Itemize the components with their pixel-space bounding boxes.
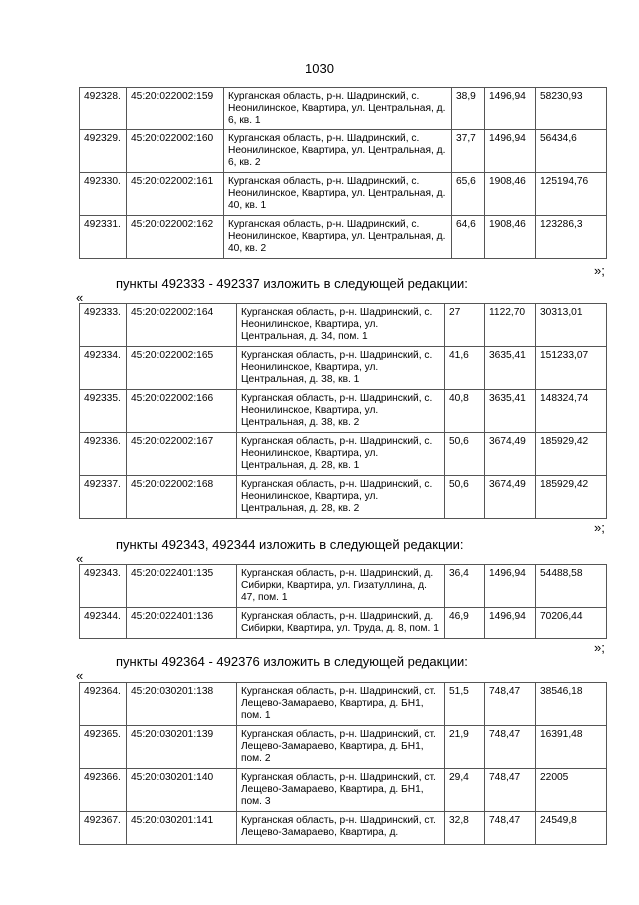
section-heading: пункты 492364 - 492376 изложить в следующей редакции: xyxy=(116,654,468,669)
address: Курганская область, р-н. Шадринский, д. Сибирки, Квартира, ул. Труда, д. 8, пом. 1 xyxy=(237,608,445,639)
row-number: 492367. xyxy=(80,812,127,845)
unit-price: 1496,94 xyxy=(485,608,536,639)
table-row xyxy=(80,433,607,476)
registry-table-1 xyxy=(79,87,607,259)
cadastral-value: 148324,74 xyxy=(536,390,607,433)
area: 50,6 xyxy=(445,476,485,519)
cadastral-number: 45:20:030201:138 xyxy=(127,683,237,726)
cadastral-number: 45:20:022002:161 xyxy=(127,173,224,216)
unit-price: 1122,70 xyxy=(485,304,536,347)
cadastral-number: 45:20:022002:164 xyxy=(127,304,237,347)
cadastral-number: 45:20:022002:159 xyxy=(127,88,224,130)
unit-price: 748,47 xyxy=(485,812,536,845)
cadastral-number: 45:20:022401:136 xyxy=(127,608,237,639)
table-row xyxy=(80,476,607,519)
unit-price: 3674,49 xyxy=(485,476,536,519)
row-number: 492333. xyxy=(80,304,127,347)
row-number: 492335. xyxy=(80,390,127,433)
table-row xyxy=(80,347,607,390)
area: 41,6 xyxy=(445,347,485,390)
page-number: 1030 xyxy=(305,61,334,76)
area: 50,6 xyxy=(445,433,485,476)
unit-price: 748,47 xyxy=(485,726,536,769)
address: Курганская область, р-н. Шадринский, ст. Лещево-Замараево, Квартира, д. БН1, пом. 3 xyxy=(237,769,445,812)
area: 21,9 xyxy=(445,726,485,769)
table-row xyxy=(80,216,607,259)
table-row xyxy=(80,726,607,769)
unit-price: 1908,46 xyxy=(485,216,536,259)
cadastral-value: 58230,93 xyxy=(536,88,607,130)
unit-price: 1496,94 xyxy=(485,88,536,130)
area: 36,4 xyxy=(445,565,485,608)
cadastral-number: 45:20:030201:140 xyxy=(127,769,237,812)
cadastral-number: 45:20:022002:166 xyxy=(127,390,237,433)
row-number: 492336. xyxy=(80,433,127,476)
table-row xyxy=(80,769,607,812)
section-heading: пункты 492333 - 492337 изложить в следующей редакции: xyxy=(116,276,468,291)
cadastral-number: 45:20:030201:141 xyxy=(127,812,237,845)
area: 65,6 xyxy=(452,173,485,216)
table-row xyxy=(80,608,607,639)
cadastral-value: 38546,18 xyxy=(536,683,607,726)
cadastral-value: 70206,44 xyxy=(536,608,607,639)
table-row xyxy=(80,565,607,608)
address: Курганская область, р-н. Шадринский, с. Неонилинское, Квартира, ул. Центральная, д. 6, кв. 2 xyxy=(224,130,452,173)
area: 46,9 xyxy=(445,608,485,639)
opening-quote: « xyxy=(76,290,84,305)
address: Курганская область, р-н. Шадринский, с. Неонилинское, Квартира, ул. Центральная, д. 28, кв. 1 xyxy=(237,433,445,476)
registry-table-2 xyxy=(79,303,607,519)
area: 32,8 xyxy=(445,812,485,845)
area: 27 xyxy=(445,304,485,347)
table-row xyxy=(80,812,607,845)
row-number: 492331. xyxy=(80,216,127,259)
cadastral-number: 45:20:022002:160 xyxy=(127,130,224,173)
row-number: 492330. xyxy=(80,173,127,216)
unit-price: 748,47 xyxy=(485,769,536,812)
table-row xyxy=(80,130,607,173)
opening-quote: « xyxy=(76,668,84,683)
unit-price: 3674,49 xyxy=(485,433,536,476)
table-row xyxy=(80,390,607,433)
row-number: 492366. xyxy=(80,769,127,812)
table-row xyxy=(80,683,607,726)
closing-quote: »; xyxy=(594,520,605,535)
row-number: 492344. xyxy=(80,608,127,639)
cadastral-number: 45:20:030201:139 xyxy=(127,726,237,769)
area: 29,4 xyxy=(445,769,485,812)
cadastral-number: 45:20:022002:165 xyxy=(127,347,237,390)
cadastral-number: 45:20:022002:162 xyxy=(127,216,224,259)
address: Курганская область, р-н. Шадринский, с. Неонилинское, Квартира, ул. Центральная, д. 40, кв. 2 xyxy=(224,216,452,259)
unit-price: 748,47 xyxy=(485,683,536,726)
unit-price: 1908,46 xyxy=(485,173,536,216)
row-number: 492343. xyxy=(80,565,127,608)
cadastral-value: 185929,42 xyxy=(536,476,607,519)
unit-price: 3635,41 xyxy=(485,390,536,433)
opening-quote: « xyxy=(76,551,84,566)
closing-quote: »; xyxy=(594,640,605,655)
cadastral-value: 54488,58 xyxy=(536,565,607,608)
address: Курганская область, р-н. Шадринский, ст. Лещево-Замараево, Квартира, д. xyxy=(237,812,445,845)
address: Курганская область, р-н. Шадринский, с. Неонилинское, Квартира, ул. Центральная, д. 38, кв. 1 xyxy=(237,347,445,390)
table-row xyxy=(80,88,607,130)
unit-price: 1496,94 xyxy=(485,130,536,173)
area: 40,8 xyxy=(445,390,485,433)
row-number: 492337. xyxy=(80,476,127,519)
row-number: 492334. xyxy=(80,347,127,390)
registry-table-3 xyxy=(79,564,607,639)
address: Курганская область, р-н. Шадринский, ст. Лещево-Замараево, Квартира, д. БН1, пом. 1 xyxy=(237,683,445,726)
cadastral-value: 151233,07 xyxy=(536,347,607,390)
area: 51,5 xyxy=(445,683,485,726)
row-number: 492328. xyxy=(80,88,127,130)
address: Курганская область, р-н. Шадринский, ст. Лещево-Замараево, Квартира, д. БН1, пом. 2 xyxy=(237,726,445,769)
row-number: 492329. xyxy=(80,130,127,173)
address: Курганская область, р-н. Шадринский, с. Неонилинское, Квартира, ул. Центральная, д. 6, кв. 1 xyxy=(224,88,452,130)
cadastral-value: 30313,01 xyxy=(536,304,607,347)
cadastral-value: 16391,48 xyxy=(536,726,607,769)
area: 38,9 xyxy=(452,88,485,130)
cadastral-value: 24549,8 xyxy=(536,812,607,845)
unit-price: 1496,94 xyxy=(485,565,536,608)
cadastral-value: 56434,6 xyxy=(536,130,607,173)
area: 37,7 xyxy=(452,130,485,173)
address: Курганская область, р-н. Шадринский, с. Неонилинское, Квартира, ул. Центральная, д. 34, пом. 1 xyxy=(237,304,445,347)
registry-table-4 xyxy=(79,682,607,845)
table-row xyxy=(80,304,607,347)
address: Курганская область, р-н. Шадринский, д. Сибирки, Квартира, ул. Гизатуллина, д. 47, пом. 1 xyxy=(237,565,445,608)
cadastral-number: 45:20:022002:168 xyxy=(127,476,237,519)
address: Курганская область, р-н. Шадринский, с. Неонилинское, Квартира, ул. Центральная, д. 28, кв. 2 xyxy=(237,476,445,519)
row-number: 492364. xyxy=(80,683,127,726)
cadastral-number: 45:20:022401:135 xyxy=(127,565,237,608)
row-number: 492365. xyxy=(80,726,127,769)
cadastral-number: 45:20:022002:167 xyxy=(127,433,237,476)
cadastral-value: 22005 xyxy=(536,769,607,812)
cadastral-value: 125194,76 xyxy=(536,173,607,216)
area: 64,6 xyxy=(452,216,485,259)
unit-price: 3635,41 xyxy=(485,347,536,390)
table-row xyxy=(80,173,607,216)
cadastral-value: 185929,42 xyxy=(536,433,607,476)
section-heading: пункты 492343, 492344 изложить в следующей редакции: xyxy=(116,537,464,552)
closing-quote: »; xyxy=(594,263,605,278)
address: Курганская область, р-н. Шадринский, с. Неонилинское, Квартира, ул. Центральная, д. 38, кв. 2 xyxy=(237,390,445,433)
cadastral-value: 123286,3 xyxy=(536,216,607,259)
address: Курганская область, р-н. Шадринский, с. Неонилинское, Квартира, ул. Центральная, д. 40, кв. 1 xyxy=(224,173,452,216)
